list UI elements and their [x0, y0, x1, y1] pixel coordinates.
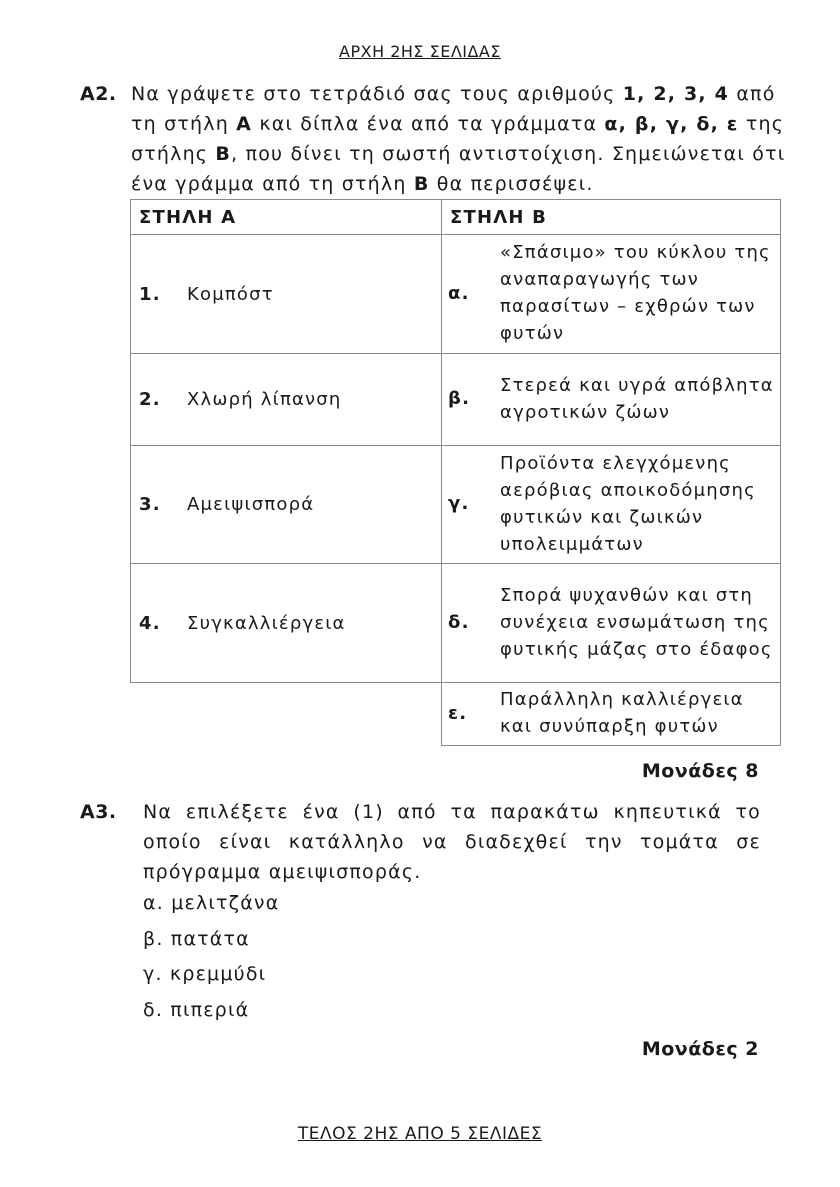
text-bold-numbers: 1, 2, 3, 4 — [622, 83, 730, 105]
row-number: 1. — [139, 283, 161, 305]
text-part: Να γράψετε στο τετράδιό σας τους αριθμούς — [131, 83, 623, 105]
question-a2-text — [131, 79, 791, 199]
column-a-header: ΣΤΗΛΗ Α — [131, 200, 442, 235]
text-bold-column: Α — [236, 113, 253, 135]
option-a: α. μελιτζάνα — [143, 892, 280, 914]
row-number: 2. — [139, 389, 161, 410]
table-row — [131, 564, 781, 683]
row-letter: γ. — [448, 493, 470, 514]
option-c: γ. κρεμμύδι — [143, 963, 267, 985]
row-term: Χλωρή λίπανση — [187, 389, 342, 410]
text-part: και δίπλα ένα από τα γράμματα — [252, 113, 605, 135]
option-d: δ. πιπεριά — [143, 998, 250, 1021]
text-part: , που δίνει τη σωστή αντιστοίχιση. Σημειώνεται ότι ένα γράμμα από τη στήλη — [131, 143, 786, 195]
page-footer: ΤΕΛΟΣ 2ΗΣ ΑΠΟ 5 ΣΕΛΙΔΕΣ — [297, 1124, 543, 1144]
row-letter: δ. — [448, 611, 470, 633]
row-description: «Σπάσιμο» του κύκλου της αναπαραγωγής των παρασίτων – εχθρών των φυτών — [500, 242, 771, 344]
table-row — [131, 446, 781, 564]
text-bold-letters: α, β, γ, δ, ε — [604, 113, 739, 135]
question-a2-label: Α2. — [80, 83, 117, 105]
a3-points: Μονάδες 2 — [641, 1038, 759, 1060]
table-row — [131, 683, 781, 746]
text-part: θα περισσέψει. — [429, 173, 594, 195]
row-term: Αμειψισπορά — [187, 494, 315, 515]
option-b: β. πατάτα — [143, 927, 250, 950]
table-row — [131, 235, 781, 354]
table-row — [131, 354, 781, 446]
row-description: Σπορά ψυχανθών και στη συνέχεια ενσωμάτωση της φυτικής μάζας στο έδαφος — [500, 584, 773, 660]
text-part: της στήλης — [131, 113, 785, 165]
column-b-header: ΣΤΗΛΗ Β — [442, 200, 781, 235]
matching-table — [130, 199, 781, 746]
row-description: Προϊόντα ελεγχόμενης αερόβιας αποικοδόμησης φυτικών και ζωικών υπολειμμάτων — [500, 452, 756, 555]
row-letter: ε. — [448, 702, 468, 724]
row-description: Στερεά και υγρά απόβλητα αγροτικών ζώων — [500, 374, 774, 423]
table-header-row — [131, 200, 781, 235]
text-bold-column: Β — [413, 173, 430, 195]
page-header: ΑΡΧΗ 2ΗΣ ΣΕΛΙΔΑΣ — [339, 42, 501, 61]
row-letter: β. — [448, 388, 471, 409]
row-description: Παράλληλη καλλιέργεια και συνύπαρξη φυτών — [500, 689, 744, 737]
row-number: 3. — [139, 494, 161, 515]
a3-options — [143, 892, 279, 1034]
row-term: Συγκαλλιέργεια — [187, 612, 346, 634]
text-part: από τη στήλη — [131, 83, 776, 135]
row-number: 4. — [139, 612, 161, 634]
a2-points: Μονάδες 8 — [641, 760, 759, 782]
question-a3-label: Α3. — [80, 801, 117, 823]
row-letter: α. — [448, 282, 470, 304]
empty-cell — [131, 683, 442, 746]
text-bold-column: Β — [215, 143, 232, 165]
row-term: Κομπόστ — [187, 283, 274, 305]
question-a3-text: Να επιλέξετε ένα (1) από τα παρακάτω κηπευτικά το οποίο είναι κατάλληλο να διαδεχθεί την τομάτα σε πρόγραμμα αμειψισποράς. — [143, 801, 761, 883]
